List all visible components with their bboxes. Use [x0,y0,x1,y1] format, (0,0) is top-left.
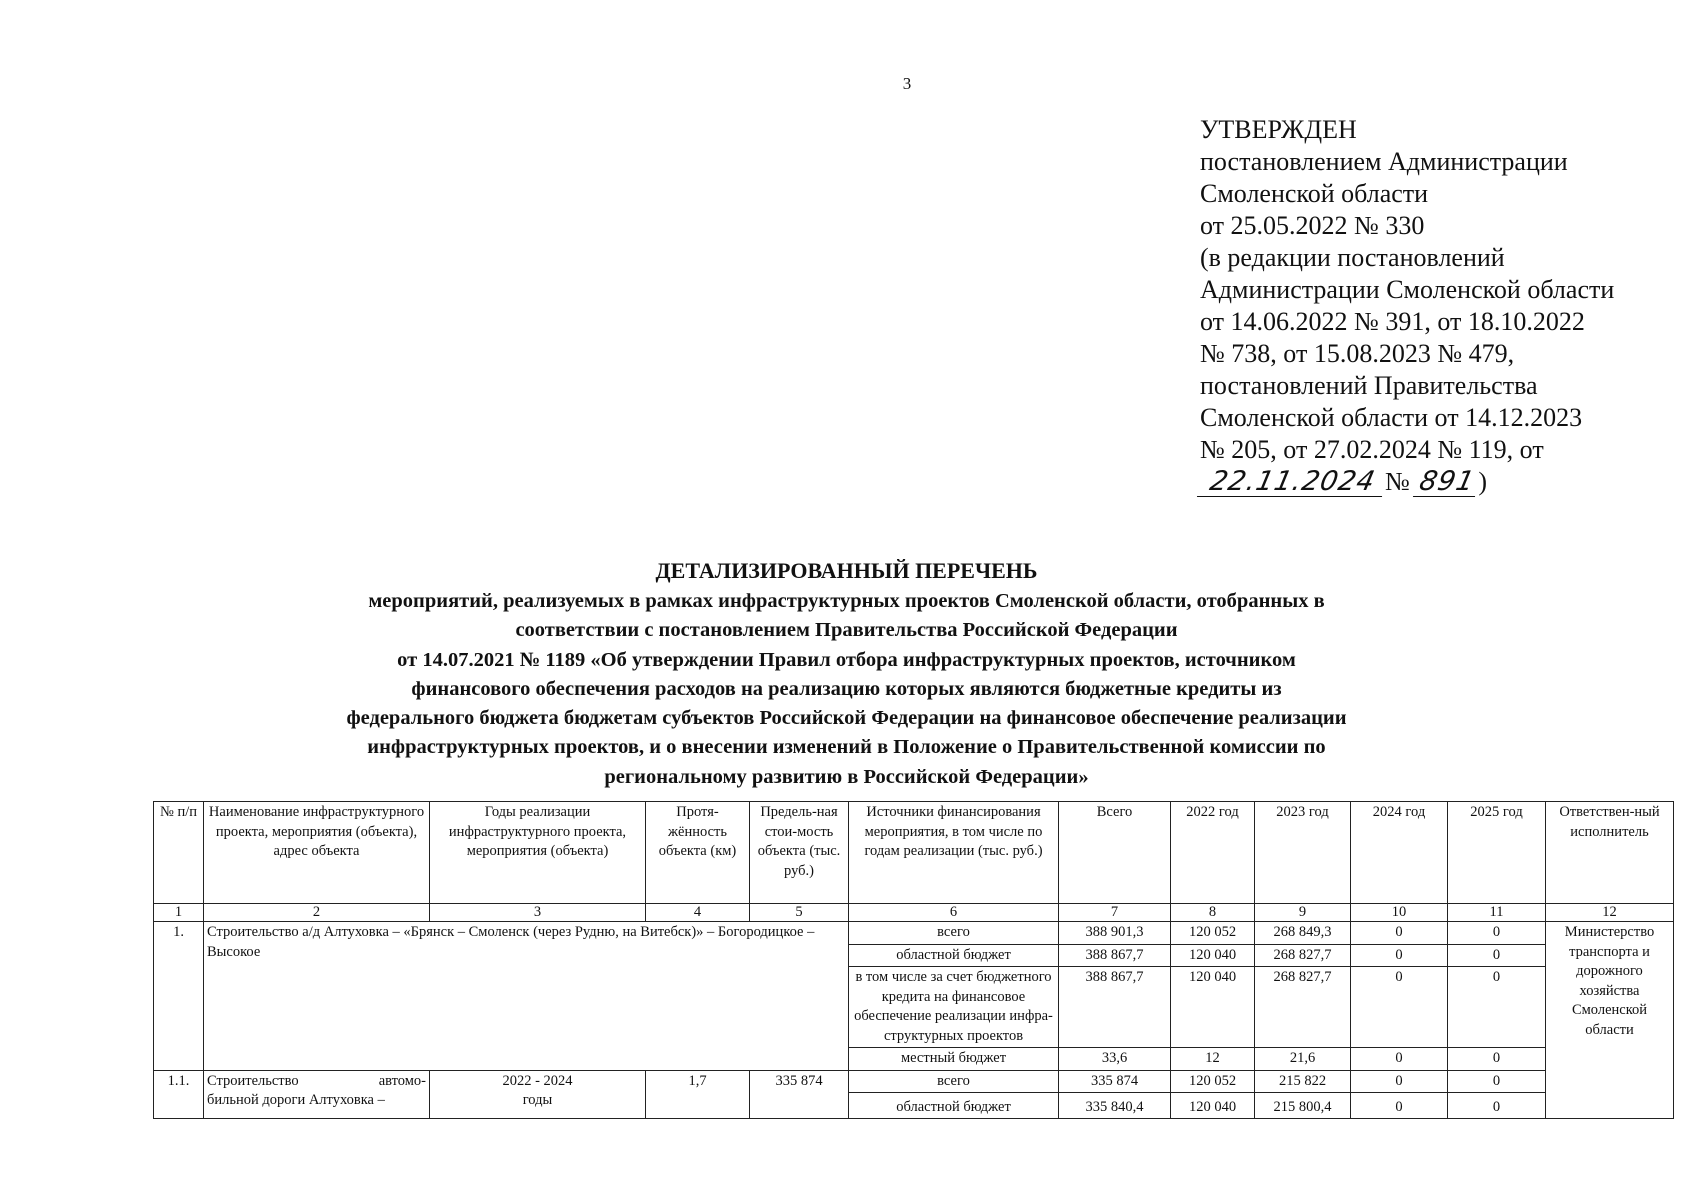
total-cell: 33,6 [1059,1048,1171,1071]
approval-stamp [1200,114,1614,498]
title-line: мероприятий, реализуемых в рамках инфраструктурных проектов Смоленской области, отобранных в [368,590,1325,612]
y2025-cell: 0 [1448,922,1546,945]
col-header: Наименование инфраструктурного проекта, мероприятия (объекта), адрес объекта [204,802,430,904]
title-line: федерального бюджета бюджетам субъектов Российской Федерации на финансовое обеспечение реализации [346,707,1347,730]
number-sign: № [1385,467,1410,496]
total-cell: 335 840,4 [1059,1093,1171,1119]
col-header: Ответствен-ный исполнитель [1546,802,1674,904]
page-number: 3 [902,74,912,93]
col-number: 2 [204,904,430,922]
approval-line: (в редакции постановлений [1200,243,1505,272]
col-header: Годы реализации инфраструктурного проекта, мероприятия (объекта) [430,802,646,904]
y2022-cell: 120 052 [1171,922,1255,945]
funding-source: в том числе за счет бюджетного кредита на финансовое обеспечение реализации инфра-структурных проектов [849,967,1059,1048]
y2023-cell: 268 827,7 [1255,944,1351,967]
sub-item-name [204,1070,430,1119]
col-header: Источники финансирования мероприятия, в том числе по годам реализации (тыс. руб.) [849,802,1059,904]
y2022-cell: 120 040 [1171,1093,1255,1119]
y2025-cell: 0 [1448,1070,1546,1093]
y2024-cell: 0 [1351,967,1448,1048]
title-line: инфраструктурных проектов, и о внесении изменений в Положение о Правительственной комиссии по [367,736,1326,759]
total-cell: 388 867,7 [1059,944,1171,967]
y2023-cell: 21,6 [1255,1048,1351,1071]
col-header: 2022 год [1171,802,1255,904]
y2024-cell: 0 [1351,922,1448,945]
y2023-cell: 215 822 [1255,1070,1351,1093]
col-number: 6 [849,904,1059,922]
title-heading: ДЕТАЛИЗИРОВАННЫЙ ПЕРЕЧЕНЬ [655,558,1038,583]
col-header: Предель-ная стои-мость объекта (тыс. руб.) [750,802,849,904]
col-number: 3 [430,904,646,922]
title-line: от 14.07.2021 № 1189 «Об утверждении Правил отбора инфраструктурных проектов, источником [397,648,1296,671]
col-number: 10 [1351,904,1448,922]
y2025-cell: 0 [1448,944,1546,967]
sub-item-name-line [207,1072,426,1092]
handwritten-date: 22.11.2024 [1197,468,1388,497]
total-cell: 335 874 [1059,1070,1171,1093]
row-number: 1.1. [154,1070,204,1119]
sub-item-max-cost: 335 874 [750,1070,849,1119]
sub-item-name-line: бильной дороги Алтуховка – [207,1092,385,1108]
row-number: 1. [154,922,204,1071]
table-row [154,1070,1674,1093]
column-number-row [154,904,1674,922]
table-row [154,922,1674,945]
y2022-cell: 120 052 [1171,1070,1255,1093]
title-line: финансового обеспечения расходов на реализацию которых являются бюджетные кредиты из [411,677,1282,700]
y2025-cell: 0 [1448,1048,1546,1071]
approval-line: УТВЕРЖДЕН [1200,115,1357,144]
approval-line: постановлением Администрации [1200,147,1568,176]
y2024-cell: 0 [1351,944,1448,967]
funding-source: всего [849,1070,1059,1093]
y2023-cell: 268 827,7 [1255,967,1351,1048]
approval-line: Смоленской области [1200,179,1429,208]
funding-source: местный бюджет [849,1048,1059,1071]
approval-line: от 25.05.2022 № 330 [1200,211,1425,240]
handwritten-number: 891 [1413,468,1481,497]
funding-source: областной бюджет [849,944,1059,967]
title-line: соответствии с постановлением Правительства Российской Федерации [515,619,1178,642]
col-number: 5 [750,904,849,922]
y2022-cell: 12 [1171,1048,1255,1071]
y2024-cell: 0 [1351,1070,1448,1093]
y2022-cell: 120 040 [1171,967,1255,1048]
approval-line: № 738, от 15.08.2023 № 479, [1200,339,1515,368]
sub-item-name-word: автомо- [378,1072,426,1089]
col-header: № п/п [154,802,204,904]
col-number: 7 [1059,904,1171,922]
handwritten-line [1200,466,1614,498]
y2024-cell: 0 [1351,1093,1448,1119]
projects-table [153,801,1674,1119]
total-cell: 388 867,7 [1059,967,1171,1048]
col-number: 4 [646,904,750,922]
funding-source: всего [849,922,1059,945]
col-number: 12 [1546,904,1674,922]
total-cell: 388 901,3 [1059,922,1171,945]
y2023-cell: 268 849,3 [1255,922,1351,945]
approval-line: № 205, от 27.02.2024 № 119, от [1200,435,1544,464]
col-header: Всего [1059,802,1171,904]
approval-line: от 14.06.2022 № 391, от 18.10.2022 [1200,307,1585,336]
approval-line: Администрации Смоленской области [1200,275,1615,304]
approval-line: постановлений Правительства [1200,371,1538,400]
col-number: 8 [1171,904,1255,922]
col-header: 2024 год [1351,802,1448,904]
col-header: 2023 год [1255,802,1351,904]
project-name: Строительство а/д Алтуховка – «Брянск – Смоленск (через Рудню, на Витебск)» – Богородицкое – Высокое [204,922,849,1071]
title-line: региональному развитию в Российской Федерации» [604,765,1089,788]
document-title [0,556,1693,792]
responsible-executor: Министерство транспорта и дорожного хозяйства Смоленской области [1546,922,1674,1119]
closing-paren: ) [1478,467,1487,496]
y2025-cell: 0 [1448,967,1546,1048]
sub-item-name-word: Строительство [207,1072,299,1089]
approval-line: Смоленской области от 14.12.2023 [1200,403,1583,432]
funding-source: областной бюджет [849,1093,1059,1119]
y2024-cell: 0 [1351,1048,1448,1071]
col-header: 2025 год [1448,802,1546,904]
y2022-cell: 120 040 [1171,944,1255,967]
col-number: 9 [1255,904,1351,922]
sub-item-years: 2022 - 2024 годы [430,1070,646,1119]
col-header: Протя-жённость объекта (км) [646,802,750,904]
table-header-row [154,802,1674,904]
sub-item-length: 1,7 [646,1070,750,1119]
col-number: 11 [1448,904,1546,922]
col-number: 1 [154,904,204,922]
y2025-cell: 0 [1448,1093,1546,1119]
y2023-cell: 215 800,4 [1255,1093,1351,1119]
